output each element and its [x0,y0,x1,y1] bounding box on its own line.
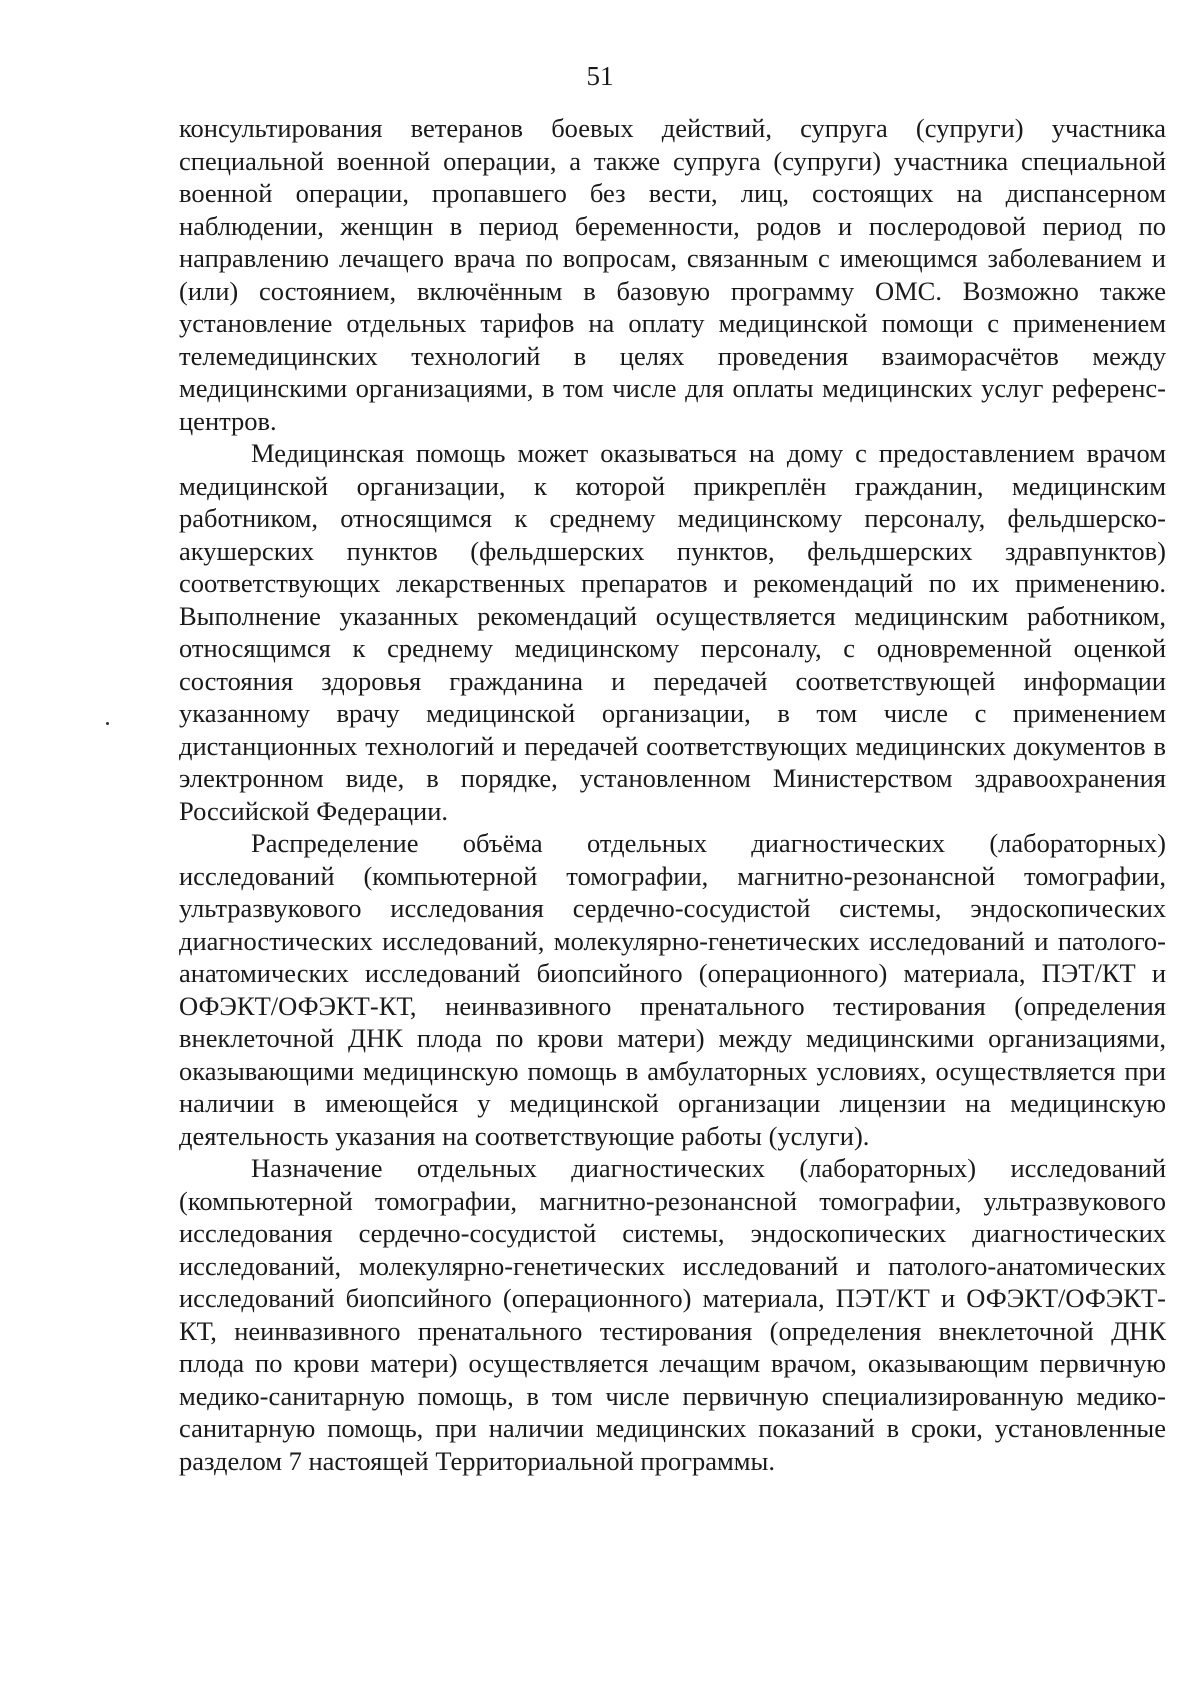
margin-dot-mark [106,722,109,725]
paragraph-continuation: консультирования ветеранов боевых действий, супруга (супруги) участника специальной военной операции, а также супруга (супруги) участника специальной военной операции, пропавшего без вести, лиц, состоящих на диспансерном наблюдении, женщин в период беременности, родов и послеродовой период по направлению лечащего врача по вопросам, связанным с имеющимся заболеванием и (или) состоянием, включённым в базовую программу ОМС. Возможно также установление отдельных тарифов на оплату медицинской помощи с применением телемедицинских технологий в целях проведения взаиморасчётов между медицинскими организациями, в том числе для оплаты медицинских услуг референс-центров. [179,113,1166,436]
paragraph-diagnostics-distribution: Распределение объёма отдельных диагностических (лабораторных) исследований (компьютерной томографии, магнитно-резонансной томографии, ультразвукового исследования сердечно-сосудистой системы, эндоскопических диагностических исследований, молекулярно-генетических исследований и патолого-анатомических исследований биопсийного (операционного) материала, ПЭТ/КТ и ОФЭКТ/ОФЭКТ-КТ, неинвазивного пренатального тестирования (определения внеклеточной ДНК плода по крови матери) между медицинскими организациями, оказывающими медицинскую помощь в амбулаторных условиях, осуществляется при наличии в имеющейся у медицинской организации лицензии на медицинскую деятельность указания на соответствующие работы (услуги). [179,828,1166,1151]
paragraph-diagnostics-prescription: Назначение отдельных диагностических (лабораторных) исследований (компьютерной томографии, магнитно-резонансной томографии, ультразвукового исследования сердечно-сосудистой системы, эндоскопических диагностических исследований, молекулярно-генетических исследований и патолого-анатомических исследований биопсийного (операционного) материала, ПЭТ/КТ и ОФЭКТ/ОФЭКТ-КТ, неинвазивного пренатального тестирования (определения внеклеточной ДНК плода по крови матери) осуществляется лечащим врачом, оказывающим первичную медико-санитарную помощь, в том числе первичную специализированную медико-санитарную помощь, при наличии медицинских показаний в сроки, установленные разделом 7 настоящей Территориальной программы. [179,1153,1166,1476]
page-number: 51 [586,61,614,91]
paragraph-home-care: Медицинская помощь может оказываться на дому с предоставлением врачом медицинской организации, к которой прикреплён гражданин, медицинским работником, относящимся к среднему медицинскому персоналу, фельдшерско-акушерских пунктов (фельдшерских пунктов, фельдшерских здравпунктов) соответствующих лекарственных препаратов и рекомендаций по их применению. Выполнение указанных рекомендаций осуществляется медицинским работником, относящимся к среднему медицинскому персоналу, с одновременной оценкой состояния здоровья гражданина и передачей соответствующей информации указанному врачу медицинской организации, в том числе с применением дистанционных технологий и передачей соответствующих медицинских документов в электронном виде, в порядке, установленном Министерством здравоохранения Российской Федерации. [179,438,1166,826]
document-body [179,112,1166,1477]
